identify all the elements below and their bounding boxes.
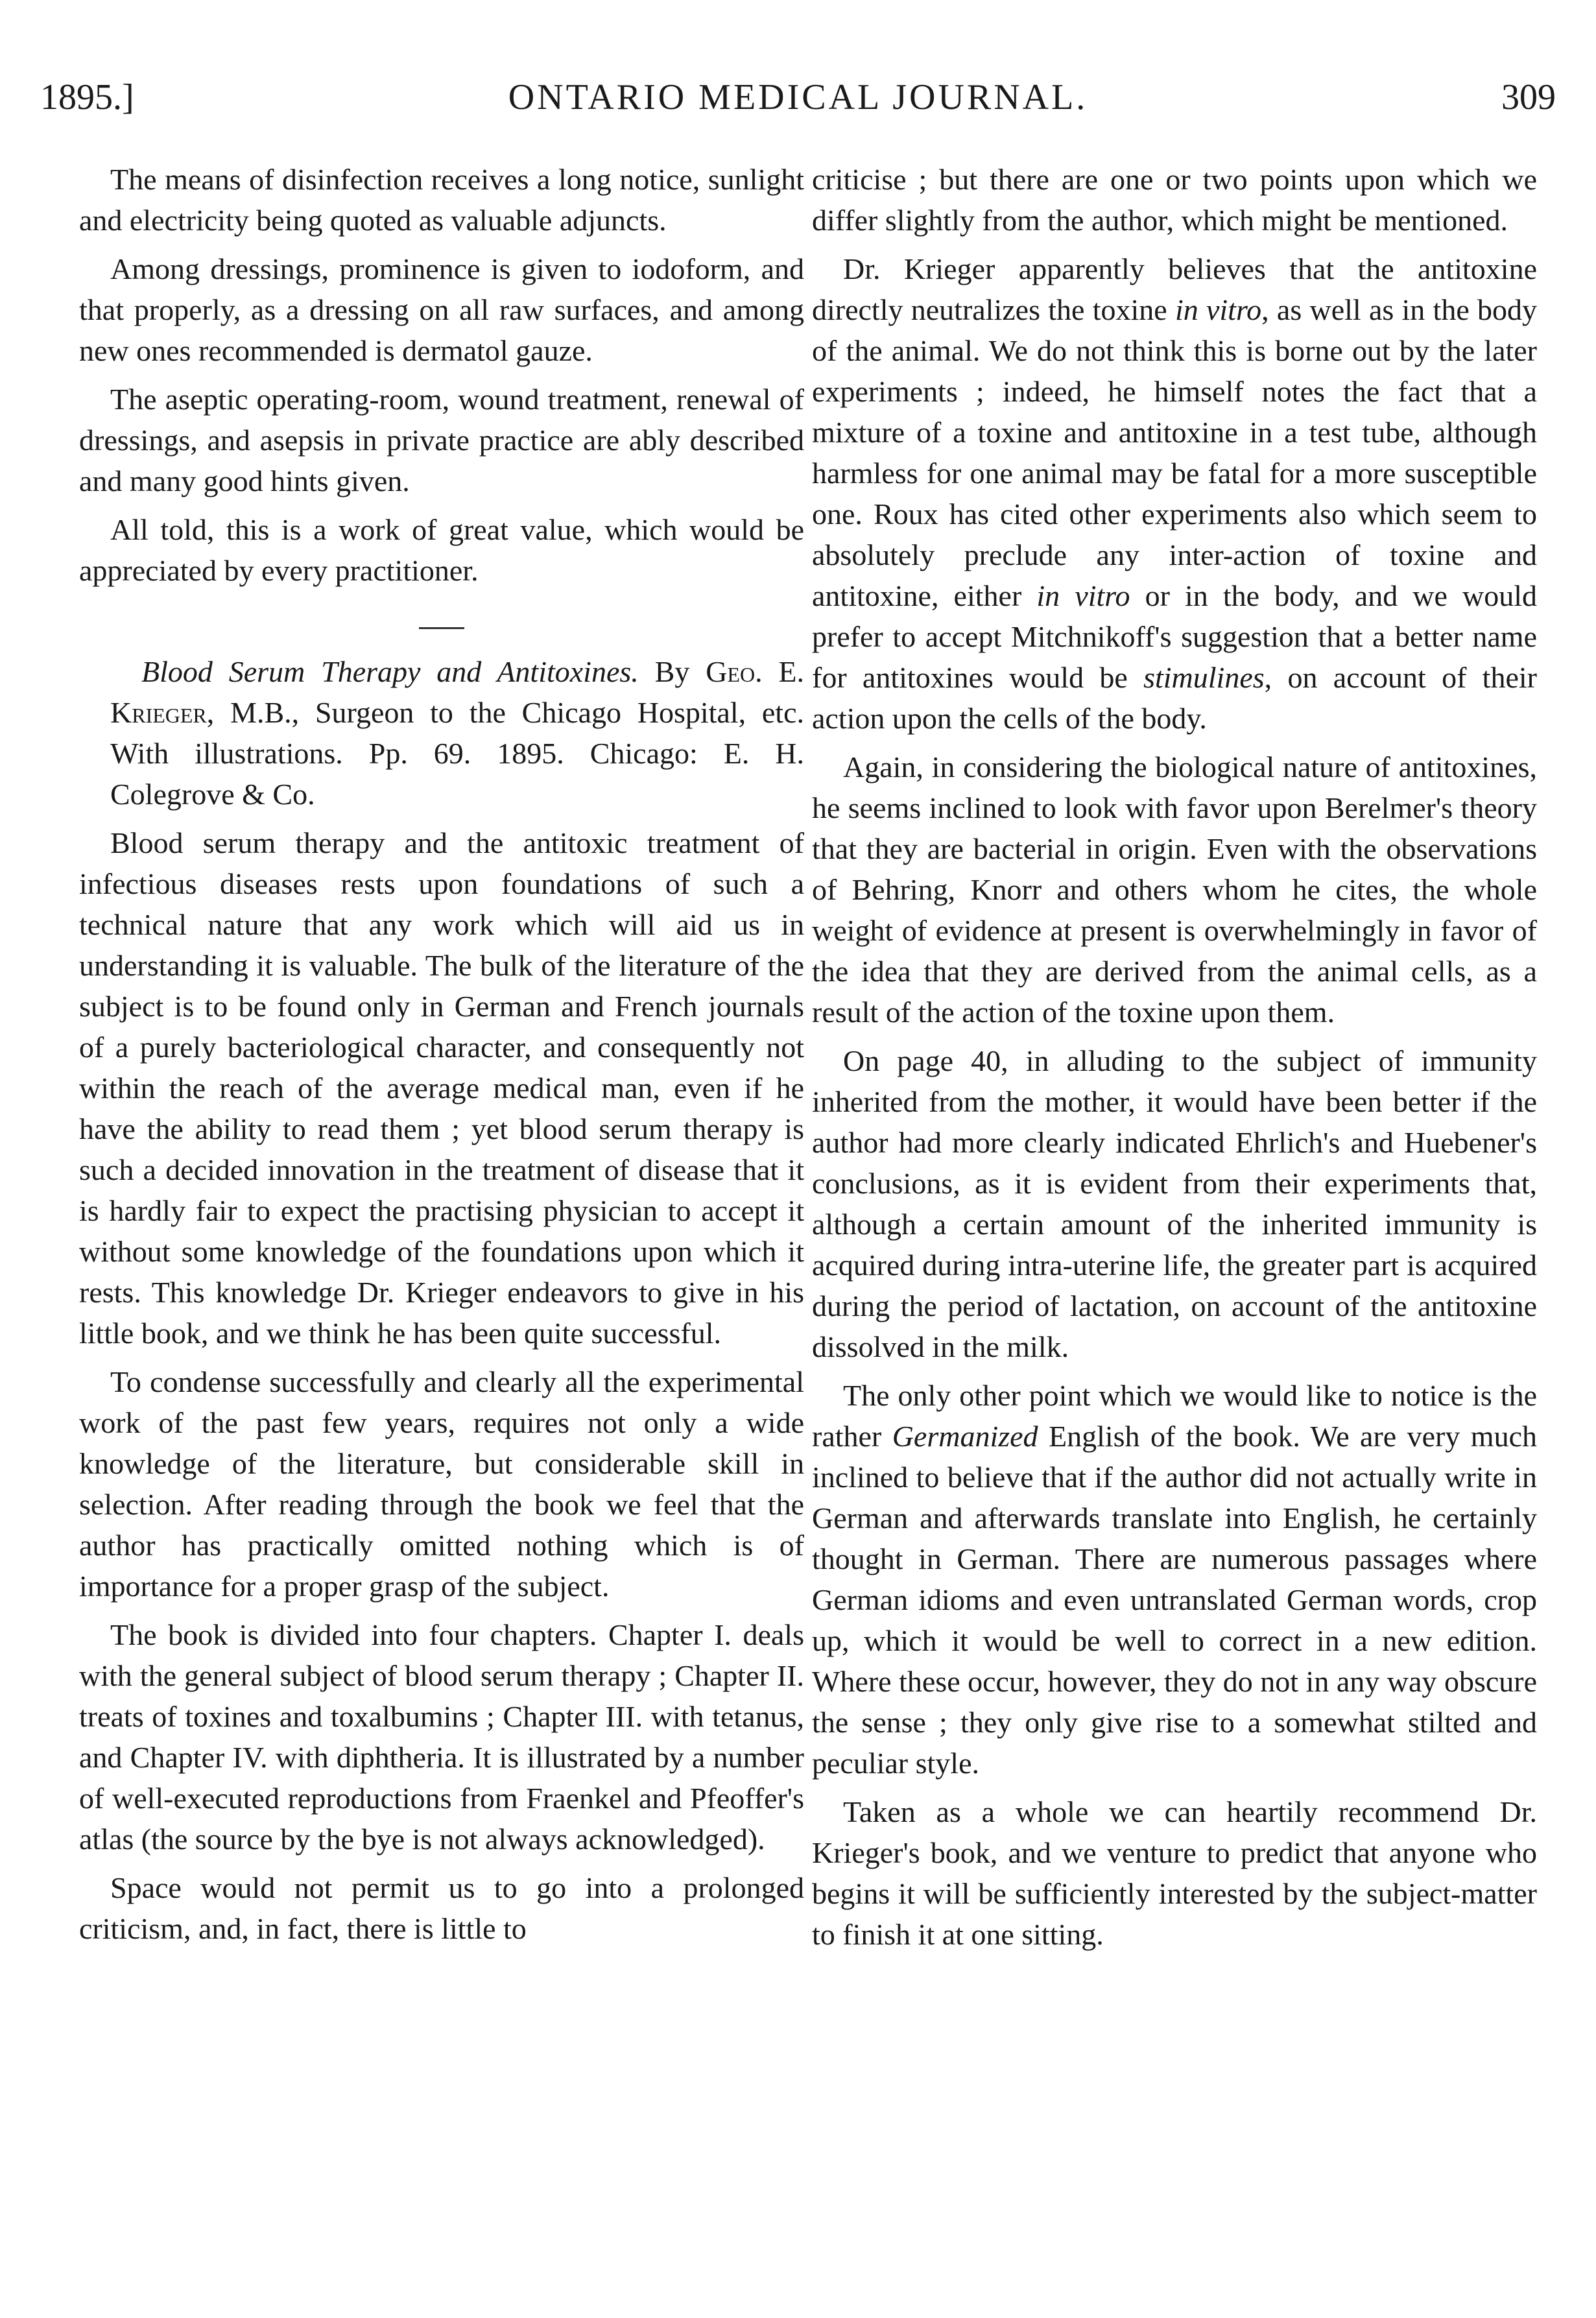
paragraph: criticise ; but there are one or two points upon which we differ slightly from the author, which might be mentioned. xyxy=(812,163,1537,237)
page-header xyxy=(40,77,1556,128)
paragraph: The means of disinfection receives a long notice, sunlight and electricity being quoted as valuable adjuncts. xyxy=(79,163,804,237)
paragraph: To condense successfully and clearly all the experimental work of the past few years, requires not only a wide knowledge of the literature, but considerable skill in selection. After reading through the book we feel that the author has practically omitted nothing which is of importance for a proper grasp of the subject. xyxy=(79,1365,804,1603)
book-title: Blood Serum Therapy and Antitoxines. xyxy=(141,655,639,688)
paragraph: Again, in considering the biological nature of antitoxines, he seems inclined to look with favor upon Berelmer's theory that they are bacterial in origin. Even with the observations of Behring, Knorr and others whom he cites, the whole weight of evidence at present is overwhelmingly in favor of the idea that they are derived from the animal cells, as a result of the action of the toxine upon them. xyxy=(812,750,1537,1029)
paragraph: The book is divided into four chapters. Chapter I. deals with the general subject of blood serum therapy ; Chapter II. treats of toxines and toxalbumins ; Chapter III. with tetanus, and Chapter IV. with diphtheria. It is illustrated by a number of well-executed reproductions from Fraenkel and Pfeoffer's atlas (the source by the bye is not always acknowledged). xyxy=(79,1618,804,1856)
paragraph: Space would not permit us to go into a prolonged criticism, and, in fact, there is little to xyxy=(79,1871,804,1945)
text-run: or in the body, and we would prefer to accept Mitchnikoff's suggestion that a better name for antitoxines would be xyxy=(812,579,1538,694)
book-citation xyxy=(79,651,804,815)
paragraph: Among dressings, prominence is given to iodoform, and that properly, as a dressing on all raw surfaces, and among new ones recommended is dermatol gauze. xyxy=(79,252,804,367)
text-run: English of the book. We are very much inclined to believe that if the author did not actually write in German and afterwards translate into English, he certainly thought in German. There are numerous passages where German idioms and even untranslated German words, crop up, which it would be well to correct in a new edition. Where these occur, however, they do not in any way obscure the sense ; they only give rise to a somewhat stilted and peculiar style. xyxy=(812,1420,1538,1780)
text-run: , on account of their action upon the cells of the body. xyxy=(812,661,1537,735)
page-number: 309 xyxy=(1501,77,1556,117)
paragraph xyxy=(812,248,1537,739)
citation-details: , M.B., Surgeon to the Chicago Hospital, etc. With illustrations. Pp. 69. 1895. Chicago: E. H. Colegrove & Co. xyxy=(110,696,804,811)
right-column xyxy=(812,159,1537,1963)
text-run: The only other point which we would like to notice is the rather xyxy=(812,1379,1537,1453)
journal-title: ONTARIO MEDICAL JOURNAL. xyxy=(508,77,1088,117)
italic-term: in vitro xyxy=(1036,579,1130,612)
italic-term: in vitro xyxy=(1174,293,1262,326)
paragraph xyxy=(812,1375,1537,1784)
text-run: , as well as in the body of the animal. We do not think this is borne out by the later experiments ; indeed, he himself notes the fact that a mixture of a toxine and antitoxine in a test tube, although harmless for one animal may be fatal for a more susceptible one. Roux has cited other experiments also which seem to absolutely preclude any inter-action of toxine and antitoxine, either xyxy=(812,293,1538,612)
book-author: Geo. E. Krieger xyxy=(110,655,805,729)
citation-by: By xyxy=(654,655,690,688)
paragraph: All told, this is a work of great value, which would be appreciated by every practitioner. xyxy=(79,513,804,587)
italic-term: stimulines xyxy=(1143,661,1265,694)
text-run: Dr. Krieger apparently believes that the antitoxine directly neutralizes the toxine xyxy=(812,252,1537,326)
paragraph: On page 40, in alluding to the subject of immunity inherited from the mother, it would have been better if the author had more clearly indicated Ehrlich's and Huebener's conclusions, as it is evident from their experiments that, although a certain amount of the inherited immunity is acquired during intra-uterine life, the greater part is acquired during the period of lactation, on account of the antitoxine dissolved in the milk. xyxy=(812,1044,1537,1363)
left-column xyxy=(79,159,804,1957)
section-divider xyxy=(79,599,804,639)
italic-term: Germanized xyxy=(892,1420,1038,1453)
header-year: 1895.] xyxy=(40,77,134,117)
paragraph: Blood serum therapy and the antitoxic treatment of infectious diseases rests upon foundations of such a technical nature that any work which will aid us in understanding it is valuable. The bulk of the literature of the subject is to be found only in German and French journals of a purely bacteriological character, and consequently not within the reach of the average medical man, even if he have the ability to read them ; yet blood serum therapy is such a decided innovation in the treatment of disease that it is hardly fair to expect the practising physician to accept it without some knowledge of the foundations upon which it rests. This knowledge Dr. Krieger endeavors to give in his little book, and we think he has been quite successful. xyxy=(79,826,804,1350)
paragraph: The aseptic operating-room, wound treatment, renewal of dressings, and asepsis in private practice are ably described and many good hints given. xyxy=(79,383,804,497)
paragraph: Taken as a whole we can heartily recommend Dr. Krieger's book, and we venture to predict that anyone who begins it will be sufficiently interested by the subject-matter to finish it at one sitting. xyxy=(812,1795,1537,1951)
